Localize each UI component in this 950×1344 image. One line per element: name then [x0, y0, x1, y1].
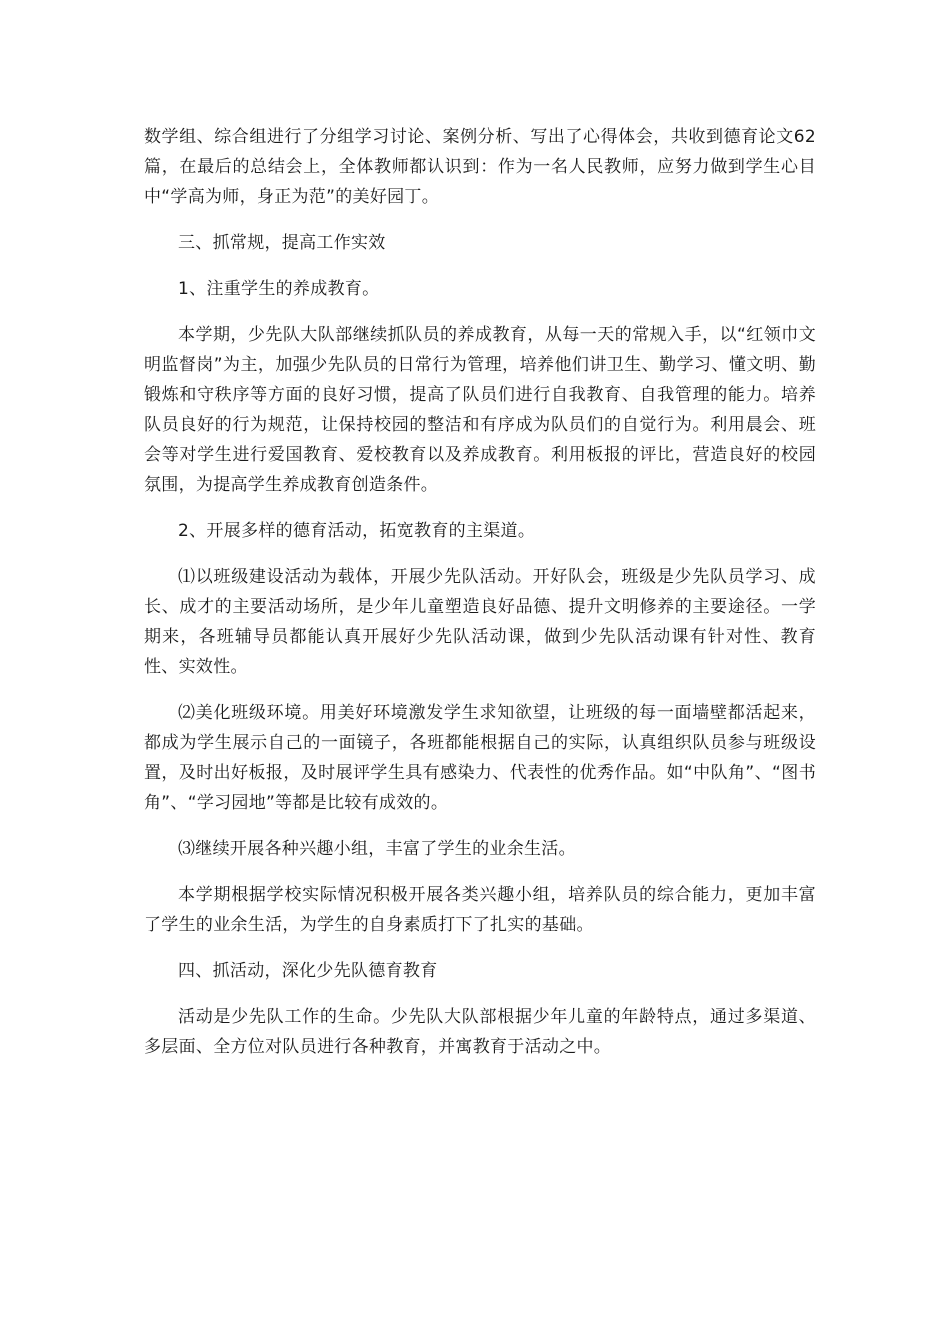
paragraph-class-environment: ⑵美化班级环境。用美好环境激发学生求知欲望，让班级的每一面墙壁都活起来，都成为学生展示自己的一面镜子，各班都能根据自己的实际，认真组织队员参与班级设置，及时出好板报，及时展评学生具有感染力、代表性的优秀作品。如“中队角”、“图书角”、“学习园地”等都是比较有成效的。	[144, 703, 816, 813]
subheading-moral-activities: 2、开展多样的德育活动，拓宽教育的主渠道。	[178, 521, 536, 541]
paragraph-essay-summary: 数学组、综合组进行了分组学习讨论、案例分析、写出了心得体会，共收到德育论文62篇，在最后的总结会上，全体教师都认识到：作为一名人民教师，应努力做到学生心目中“学高为师，身正为范”的美好园丁。	[144, 127, 816, 207]
section-heading-activities: 四、抓活动，深化少先队德育教育	[178, 961, 438, 981]
document-body	[144, 122, 816, 1062]
section-heading-routine: 三、抓常规，提高工作实效	[178, 233, 386, 253]
paragraph-class-building: ⑴以班级建设活动为载体，开展少先队活动。开好队会，班级是少先队员学习、成长、成才的主要活动场所，是少年儿童塑造良好品德、提升文明修养的主要途径。一学期来，各班辅导员都能认真开展好少先队活动课，做到少先队活动课有针对性、教育性、实效性。	[144, 567, 816, 677]
paragraph-interest-groups: 本学期根据学校实际情况积极开展各类兴趣小组，培养队员的综合能力，更加丰富了学生的业余生活，为学生的自身素质打下了扎实的基础。	[144, 885, 816, 935]
subheading-habit-education: 1、注重学生的养成教育。	[178, 279, 380, 299]
paragraph-activities: 活动是少先队工作的生命。少先队大队部根据少年儿童的年龄特点，通过多渠道、多层面、全方位对队员进行各种教育，并寓教育于活动之中。	[144, 1007, 816, 1057]
paragraph-habit-education: 本学期，少先队大队部继续抓队员的养成教育，从每一天的常规入手，以“红领巾文明监督岗”为主，加强少先队员的日常行为管理，培养他们讲卫生、勤学习、懂文明、勤锻炼和守秩序等方面的良好习惯，提高了队员们进行自我教育、自我管理的能力。培养队员良好的行为规范，让保持校园的整洁和有序成为队员们的自觉行为。利用晨会、班会等对学生进行爱国教育、爱校教育以及养成教育。利用板报的评比，营造良好的校园氛围，为提高学生养成教育创造条件。	[144, 325, 816, 495]
subheading-interest-groups: ⑶继续开展各种兴趣小组，丰富了学生的业余生活。	[178, 839, 576, 859]
